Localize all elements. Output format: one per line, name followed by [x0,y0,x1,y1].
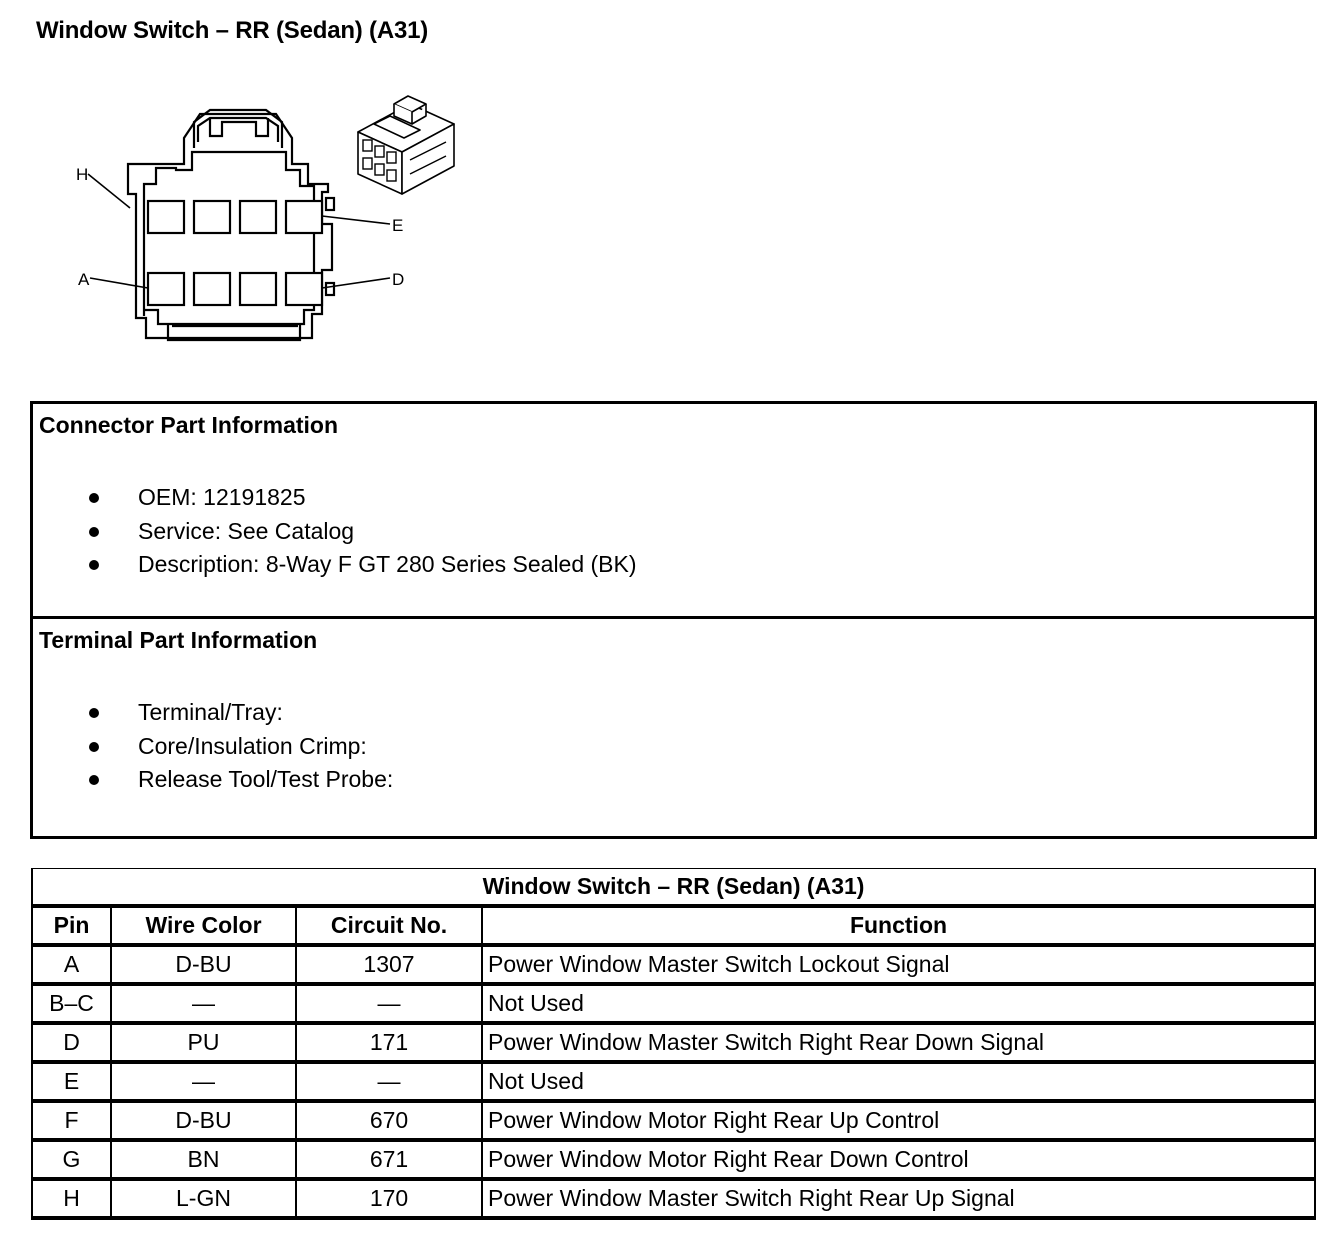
wire-color-cell: PU [111,1023,296,1062]
table-caption-row [32,869,1315,907]
connector-isometric-icon [350,94,465,198]
circuit-no-cell: 671 [296,1140,482,1179]
table-row [32,1179,1315,1218]
function-cell: Not Used [482,984,1315,1023]
connector-info-heading: Connector Part Information [39,412,339,438]
column-header-pin: Pin [32,906,111,945]
circuit-no-cell: — [296,984,482,1023]
circuit-no-cell: 1307 [296,945,482,984]
pin-cell: B–C [32,984,111,1023]
pin-label-d: D [392,270,405,289]
pinout-table [31,868,1316,1220]
circuit-no-cell: — [296,1062,482,1101]
function-cell: Power Window Master Switch Lockout Signal [482,945,1315,984]
bullet-icon [89,493,99,503]
pin-label-a: A [78,270,90,289]
circuit-no-cell: 170 [296,1179,482,1218]
part-information-box [30,401,1317,839]
table-row [32,1023,1315,1062]
function-cell: Power Window Motor Right Rear Down Control [482,1140,1315,1179]
circuit-no-cell: 670 [296,1101,482,1140]
wire-color-cell: BN [111,1140,296,1179]
function-cell: Power Window Master Switch Right Rear Down Signal [482,1023,1315,1062]
table-row [32,1062,1315,1101]
pin-cell: D [32,1023,111,1062]
table-header-row [32,906,1315,945]
pin-cell: F [32,1101,111,1140]
pin-cell: A [32,945,111,984]
wire-color-cell: — [111,984,296,1023]
connector-part-information: Connector Part Information OEM: 12191825 Service: See Catalog Description: 8-Way F GT 280 Series Sealed (BK) [33,404,1314,619]
function-cell: Power Window Master Switch Right Rear Up Signal [482,1179,1315,1218]
bullet-icon [89,560,99,570]
function-cell: Power Window Motor Right Rear Up Control [482,1101,1315,1140]
wire-color-cell: — [111,1062,296,1101]
pin-label-h: H [76,165,89,184]
column-header-function: Function [482,906,1315,945]
terminal-part-information: Terminal Part Information Terminal/Tray: Core/Insulation Crimp: Release Tool/Test Probe: [39,627,394,792]
table-row [32,945,1315,984]
wire-color-cell: D-BU [111,945,296,984]
table-row [32,984,1315,1023]
bullet-icon [89,527,99,537]
pin-cell: H [32,1179,111,1218]
table-caption: Window Switch – RR (Sedan) (A31) [32,869,1315,907]
table-row [32,1140,1315,1179]
column-header-circuit-no: Circuit No. [296,906,482,945]
terminal-info-heading: Terminal Part Information [39,627,318,653]
function-cell: Not Used [482,1062,1315,1101]
bullet-icon [89,775,99,785]
pin-cell: E [32,1062,111,1101]
bullet-icon [89,708,99,718]
bullet-icon [89,742,99,752]
table-row [32,1101,1315,1140]
page-title: Window Switch – RR (Sedan) (A31) [36,17,429,44]
wire-color-cell: L-GN [111,1179,296,1218]
circuit-no-cell: 171 [296,1023,482,1062]
wire-color-cell: D-BU [111,1101,296,1140]
column-header-wire-color: Wire Color [111,906,296,945]
pin-label-e: E [392,216,404,235]
pin-cell: G [32,1140,111,1179]
